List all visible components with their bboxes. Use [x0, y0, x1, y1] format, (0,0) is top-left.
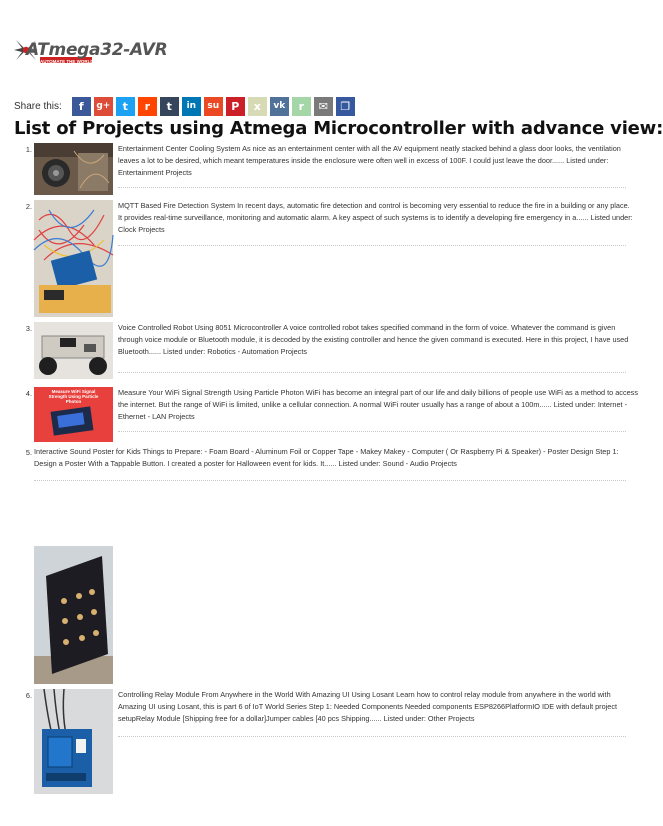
- project-thumbnail[interactable]: [34, 387, 113, 442]
- category-link[interactable]: setupRelay Module [Shipping free for a dollar]Jumper cables [40 pcs Shipping...... Listed under: Other Projects: [118, 714, 475, 723]
- project-thumbnail[interactable]: [34, 689, 113, 794]
- share-icon-list: [72, 97, 358, 116]
- list-item-number: 5.: [25, 448, 32, 457]
- description-line[interactable]: Voice Controlled Robot Using 8051 Microcontroller A voice controlled robot takes specified command in the form of voice. Whatever the command is given: [118, 323, 616, 332]
- category-link[interactable]: Bluetooth...... Listed under: Robotics - Automation Projects: [118, 347, 308, 356]
- item-divider: [118, 245, 626, 246]
- email-icon[interactable]: ✉: [314, 97, 333, 116]
- description-line[interactable]: MQTT Based Fire Detection System In recent days, automatic fire detection and control is becoming very essential to reduce the fire in a building or any place.: [118, 201, 630, 210]
- twitter-icon[interactable]: t: [116, 97, 135, 116]
- item-divider: [118, 736, 626, 737]
- list-item-description: [118, 200, 638, 236]
- description-line[interactable]: Measure Your WiFi Signal Strength Using Particle Photon WiFi has become an integral part of our life and daily billions of people use WiFi as a method to access: [118, 388, 638, 397]
- project-thumbnail[interactable]: [34, 546, 113, 684]
- vk-icon[interactable]: vk: [270, 97, 289, 116]
- project-thumbnail[interactable]: [34, 322, 113, 379]
- readability-icon[interactable]: r: [292, 97, 311, 116]
- list-item-description: [118, 322, 638, 358]
- stumbleupon-icon[interactable]: su: [204, 97, 223, 116]
- item-divider: [118, 431, 626, 432]
- logo-tagline: AUTOMATE THE WORLD: [40, 59, 94, 64]
- tumblr-icon[interactable]: t: [160, 97, 179, 116]
- description-line[interactable]: Entertainment Center Cooling System As nice as an entertainment center with all the AV equipment neatly stacked behind a glass door looks, the ventilation: [118, 144, 621, 153]
- description-line: Amazing UI using Losant, this is part 6 of IoT World Series Step 1: Needed Components Needed components ESP8266PlatformIO IDE with default project: [118, 702, 618, 711]
- description-line[interactable]: Interactive Sound Poster for Kids Things to Prepare: - Foam Board - Aluminum Foil or Copper Tape - Makey Makey - Computer ( Or Raspberry Pi & Speaker) - Poster Design Step 1:: [34, 447, 619, 456]
- list-item-number: 4.: [25, 389, 32, 398]
- item-divider: [118, 372, 626, 373]
- share-label: Share this:: [14, 100, 62, 112]
- list-item-description: [34, 446, 638, 470]
- item-divider: [118, 187, 626, 188]
- list-item-number: 2.: [25, 202, 32, 211]
- thumbnail-caption: Measure WiFi Signal Strength Using Particle Photon: [48, 389, 99, 404]
- bookmark-icon[interactable]: ❐: [336, 97, 355, 116]
- list-item-number: 1.: [25, 145, 32, 154]
- page-title: List of Projects using Atmega Microcontroller with advance view:: [14, 118, 663, 139]
- description-line[interactable]: Controlling Relay Module From Anywhere in the World With Amazing UI Using Losant Learn how to control relay module from anywhere in the world with: [118, 690, 611, 699]
- list-item-number: 6.: [25, 691, 32, 700]
- logo-text[interactable]: ATmega32-AVR: [26, 40, 168, 60]
- reddit-icon[interactable]: r: [138, 97, 157, 116]
- pinterest-icon[interactable]: P: [226, 97, 245, 116]
- xing-icon[interactable]: x: [248, 97, 267, 116]
- project-thumbnail[interactable]: [34, 143, 113, 195]
- description-line: leaves a lot to be desired, which meant temperatures inside the enclosure were often well in excess of 100F. I could just leave the door...... Listed under:: [118, 156, 609, 165]
- share-bar: [14, 95, 358, 117]
- list-item-description: [118, 387, 638, 423]
- facebook-icon[interactable]: f: [72, 97, 91, 116]
- google-plus-icon[interactable]: g+: [94, 97, 113, 116]
- description-line: through voice module or Bluetooth module, it is decoded by the existing controller and hence the given command is executed. Here in this project, I have used: [118, 335, 629, 344]
- category-link[interactable]: Clock Projects: [118, 225, 165, 234]
- description-line: the internet. But the range of WiFi is limited, unlike a cellular connection. A normal WiFi router usually has a range of about a 100m...... Listed under: Internet -: [118, 400, 628, 409]
- item-divider: [34, 480, 626, 481]
- category-link[interactable]: Design a Poster With a Tappable Button. I created a poster for Halloween event for kids. It...... Listed under: Sound - Audio Projects: [34, 459, 457, 468]
- category-link[interactable]: Entertainment Projects: [118, 168, 192, 177]
- project-thumbnail[interactable]: [34, 200, 113, 317]
- device-image-icon: [50, 405, 98, 439]
- linkedin-icon[interactable]: in: [182, 97, 201, 116]
- description-line: It provides real-time surveillance, monitoring and automatic alarm. A key aspect of such systems is to identify a developing fire emergency in a...... Listed under:: [118, 213, 633, 222]
- list-item-description: [118, 143, 638, 179]
- list-item-number: 3.: [25, 324, 32, 333]
- category-link[interactable]: Ethernet - LAN Projects: [118, 412, 195, 421]
- list-item-description: [118, 689, 638, 725]
